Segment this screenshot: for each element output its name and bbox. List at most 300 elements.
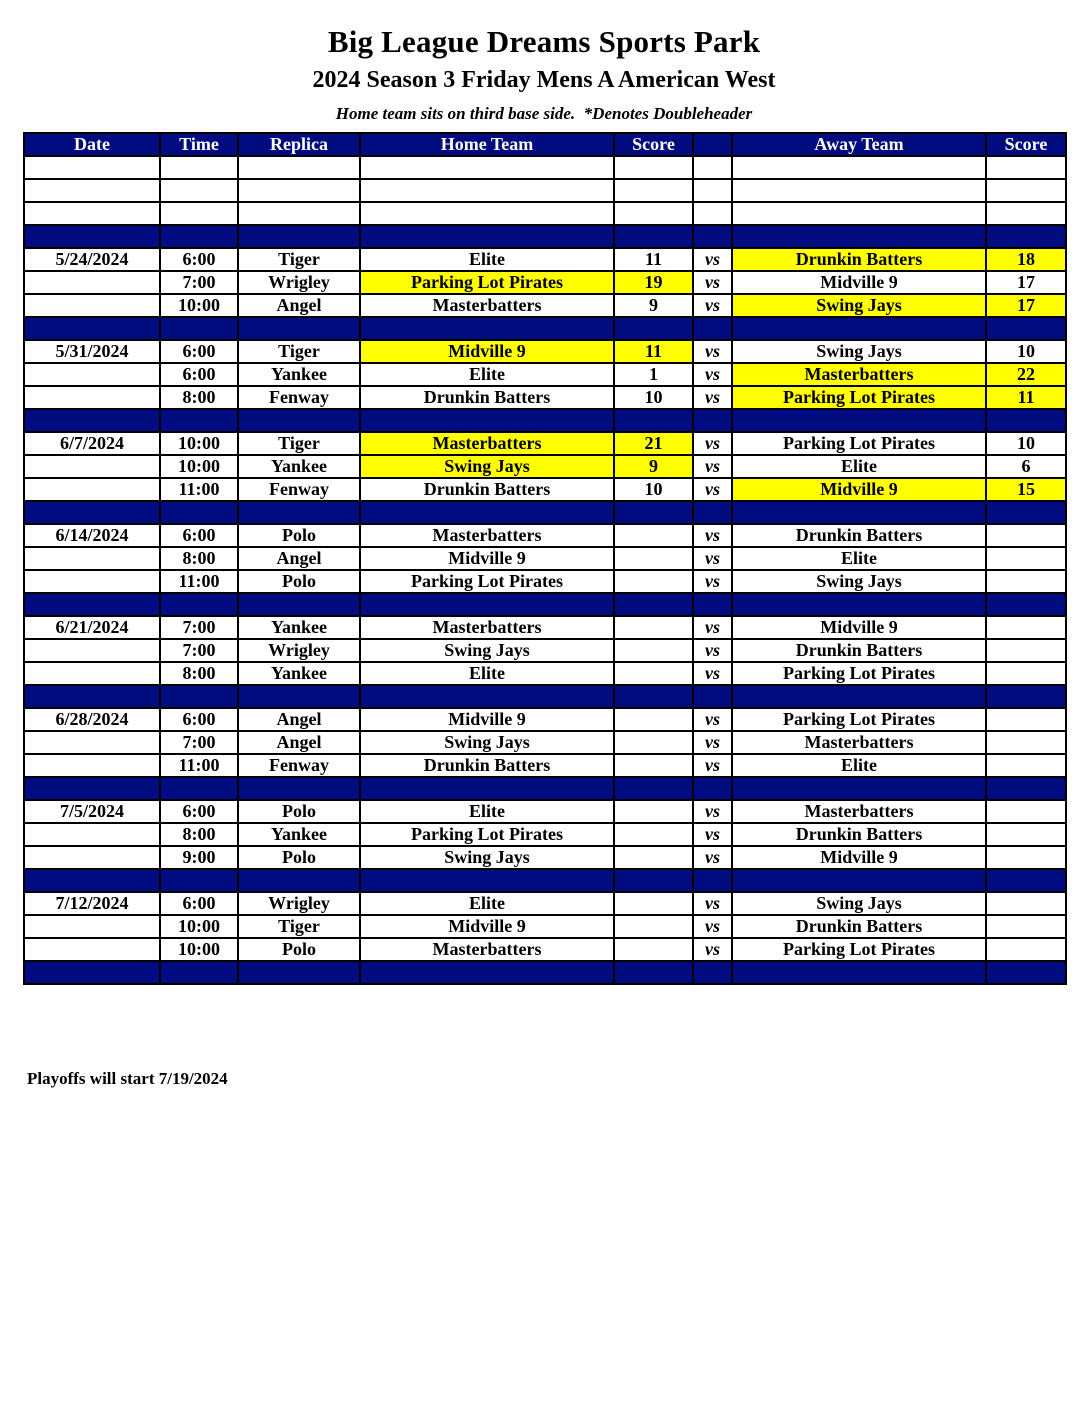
away-team-cell: Drunkin Batters <box>732 639 986 662</box>
away-team-cell <box>732 156 986 179</box>
away-score-cell: 18 <box>986 248 1066 271</box>
vs-cell: vs <box>693 800 732 823</box>
away-score-cell <box>986 225 1066 248</box>
away-team-cell <box>732 225 986 248</box>
game-row <box>24 915 1066 938</box>
vs-cell: vs <box>693 478 732 501</box>
schedule-note: Home team sits on third base side. *Denotes Doubleheader <box>335 104 753 123</box>
vs-cell <box>693 777 732 800</box>
vs-cell: vs <box>693 938 732 961</box>
time-cell: 10:00 <box>160 294 238 317</box>
time-cell <box>160 961 238 984</box>
home-score-cell <box>614 317 693 340</box>
game-row <box>24 455 1066 478</box>
replica-cell <box>238 685 360 708</box>
away-score-cell: 17 <box>986 271 1066 294</box>
away-score-cell <box>986 754 1066 777</box>
home-score-cell <box>614 731 693 754</box>
away-team-cell: Swing Jays <box>732 294 986 317</box>
game-row <box>24 363 1066 386</box>
away-team-cell <box>732 961 986 984</box>
away-score-cell <box>986 869 1066 892</box>
away-score-cell <box>986 156 1066 179</box>
home-score-cell <box>614 409 693 432</box>
vs-cell: vs <box>693 547 732 570</box>
home-score-cell <box>614 547 693 570</box>
home-score-cell: 11 <box>614 248 693 271</box>
away-score-cell <box>986 639 1066 662</box>
week-separator-row <box>24 593 1066 616</box>
time-cell <box>160 409 238 432</box>
home-score-cell <box>614 156 693 179</box>
replica-cell: Wrigley <box>238 892 360 915</box>
date-cell: 6/28/2024 <box>24 708 160 731</box>
home-score-cell <box>614 225 693 248</box>
away-team-cell: Midville 9 <box>732 616 986 639</box>
replica-cell <box>238 156 360 179</box>
replica-cell: Yankee <box>238 363 360 386</box>
away-team-cell: Drunkin Batters <box>732 915 986 938</box>
home-team-cell <box>360 501 614 524</box>
game-row <box>24 478 1066 501</box>
date-cell <box>24 570 160 593</box>
home-score-cell <box>614 892 693 915</box>
home-team-cell <box>360 593 614 616</box>
home-score-cell: 1 <box>614 363 693 386</box>
home-score-cell <box>614 639 693 662</box>
date-cell: 7/5/2024 <box>24 800 160 823</box>
home-team-cell: Swing Jays <box>360 455 614 478</box>
game-row <box>24 708 1066 731</box>
time-cell: 6:00 <box>160 800 238 823</box>
week-separator-row <box>24 409 1066 432</box>
home-team-cell: Swing Jays <box>360 731 614 754</box>
blank-row <box>24 156 1066 179</box>
week-separator-row <box>24 961 1066 984</box>
replica-cell: Polo <box>238 570 360 593</box>
vs-cell <box>693 179 732 202</box>
vs-cell: vs <box>693 846 732 869</box>
home-score-cell: 10 <box>614 386 693 409</box>
date-cell <box>24 961 160 984</box>
home-team-cell: Elite <box>360 800 614 823</box>
home-score-cell <box>614 777 693 800</box>
date-cell: 7/12/2024 <box>24 892 160 915</box>
vs-cell: vs <box>693 570 732 593</box>
date-cell <box>24 662 160 685</box>
time-cell: 10:00 <box>160 432 238 455</box>
away-team-cell: Masterbatters <box>732 363 986 386</box>
date-cell <box>24 869 160 892</box>
blank-row <box>24 179 1066 202</box>
vs-cell: vs <box>693 731 732 754</box>
home-team-cell: Midville 9 <box>360 708 614 731</box>
away-score-cell: 17 <box>986 294 1066 317</box>
game-row <box>24 271 1066 294</box>
away-team-cell <box>732 777 986 800</box>
replica-cell: Yankee <box>238 616 360 639</box>
away-team-cell <box>732 317 986 340</box>
column-header-home-score: Score <box>614 133 693 156</box>
away-score-cell: 11 <box>986 386 1066 409</box>
away-team-cell: Elite <box>732 547 986 570</box>
home-score-cell <box>614 524 693 547</box>
home-team-cell <box>360 961 614 984</box>
time-cell <box>160 593 238 616</box>
game-row <box>24 524 1066 547</box>
away-team-cell <box>732 685 986 708</box>
date-cell <box>24 823 160 846</box>
home-team-cell: Drunkin Batters <box>360 386 614 409</box>
away-score-cell <box>986 179 1066 202</box>
home-score-cell <box>614 915 693 938</box>
time-cell: 8:00 <box>160 547 238 570</box>
home-team-cell <box>360 869 614 892</box>
date-cell <box>24 478 160 501</box>
home-team-cell: Swing Jays <box>360 846 614 869</box>
date-cell <box>24 593 160 616</box>
time-cell: 6:00 <box>160 363 238 386</box>
home-team-cell <box>360 179 614 202</box>
replica-cell: Tiger <box>238 340 360 363</box>
away-score-cell <box>986 685 1066 708</box>
replica-cell: Polo <box>238 800 360 823</box>
table-header-row <box>24 133 1066 156</box>
date-cell <box>24 156 160 179</box>
home-team-cell: Masterbatters <box>360 432 614 455</box>
home-team-cell: Masterbatters <box>360 294 614 317</box>
vs-cell: vs <box>693 616 732 639</box>
home-score-cell <box>614 685 693 708</box>
away-score-cell <box>986 731 1066 754</box>
home-team-cell: Drunkin Batters <box>360 478 614 501</box>
home-team-cell: Masterbatters <box>360 938 614 961</box>
blank-row <box>24 202 1066 225</box>
away-team-cell <box>732 593 986 616</box>
home-score-cell <box>614 593 693 616</box>
vs-cell: vs <box>693 823 732 846</box>
replica-cell: Yankee <box>238 823 360 846</box>
date-cell: 6/14/2024 <box>24 524 160 547</box>
date-cell: 6/7/2024 <box>24 432 160 455</box>
time-cell: 7:00 <box>160 616 238 639</box>
vs-cell <box>693 593 732 616</box>
game-row <box>24 616 1066 639</box>
column-header-home-team: Home Team <box>360 133 614 156</box>
date-cell <box>24 386 160 409</box>
replica-cell <box>238 501 360 524</box>
away-score-cell: 10 <box>986 340 1066 363</box>
away-score-cell <box>986 570 1066 593</box>
date-cell <box>24 685 160 708</box>
away-score-cell <box>986 846 1066 869</box>
game-row <box>24 800 1066 823</box>
vs-cell <box>693 961 732 984</box>
time-cell: 10:00 <box>160 455 238 478</box>
away-score-cell <box>986 915 1066 938</box>
week-separator-row <box>24 501 1066 524</box>
replica-cell: Tiger <box>238 432 360 455</box>
vs-cell <box>693 156 732 179</box>
home-score-cell: 19 <box>614 271 693 294</box>
home-score-cell: 11 <box>614 340 693 363</box>
date-cell <box>24 179 160 202</box>
column-header-away-score: Score <box>986 133 1066 156</box>
home-team-cell: Parking Lot Pirates <box>360 823 614 846</box>
replica-cell: Yankee <box>238 662 360 685</box>
time-cell: 6:00 <box>160 708 238 731</box>
away-team-cell: Drunkin Batters <box>732 248 986 271</box>
away-team-cell: Swing Jays <box>732 892 986 915</box>
away-team-cell: Parking Lot Pirates <box>732 662 986 685</box>
away-team-cell <box>732 501 986 524</box>
time-cell: 7:00 <box>160 639 238 662</box>
vs-cell: vs <box>693 363 732 386</box>
away-team-cell <box>732 869 986 892</box>
home-team-cell <box>360 202 614 225</box>
home-team-cell <box>360 409 614 432</box>
home-team-cell: Midville 9 <box>360 340 614 363</box>
home-team-cell <box>360 685 614 708</box>
time-cell <box>160 156 238 179</box>
game-row <box>24 892 1066 915</box>
time-cell: 10:00 <box>160 915 238 938</box>
game-row <box>24 570 1066 593</box>
column-header-replica: Replica <box>238 133 360 156</box>
vs-cell: vs <box>693 432 732 455</box>
away-team-cell: Swing Jays <box>732 340 986 363</box>
vs-cell <box>693 409 732 432</box>
away-score-cell <box>986 777 1066 800</box>
home-team-cell <box>360 225 614 248</box>
week-separator-row <box>24 225 1066 248</box>
away-score-cell: 22 <box>986 363 1066 386</box>
away-team-cell: Drunkin Batters <box>732 823 986 846</box>
time-cell: 8:00 <box>160 662 238 685</box>
week-separator-row <box>24 317 1066 340</box>
page-subtitle: 2024 Season 3 Friday Mens A American West <box>312 67 776 93</box>
time-cell <box>160 869 238 892</box>
replica-cell <box>238 317 360 340</box>
date-cell <box>24 846 160 869</box>
date-cell <box>24 455 160 478</box>
home-score-cell <box>614 570 693 593</box>
replica-cell <box>238 225 360 248</box>
home-score-cell <box>614 869 693 892</box>
away-team-cell: Parking Lot Pirates <box>732 938 986 961</box>
home-score-cell <box>614 800 693 823</box>
game-row <box>24 731 1066 754</box>
time-cell <box>160 777 238 800</box>
home-team-cell <box>360 777 614 800</box>
home-team-cell: Parking Lot Pirates <box>360 570 614 593</box>
column-header-time: Time <box>160 133 238 156</box>
home-team-cell: Elite <box>360 892 614 915</box>
home-score-cell: 10 <box>614 478 693 501</box>
home-score-cell <box>614 961 693 984</box>
vs-cell: vs <box>693 340 732 363</box>
vs-cell: vs <box>693 271 732 294</box>
date-cell: 6/21/2024 <box>24 616 160 639</box>
home-score-cell <box>614 501 693 524</box>
date-cell <box>24 938 160 961</box>
week-separator-row <box>24 685 1066 708</box>
time-cell <box>160 225 238 248</box>
home-score-cell <box>614 616 693 639</box>
game-row <box>24 823 1066 846</box>
column-header-date: Date <box>24 133 160 156</box>
replica-cell <box>238 202 360 225</box>
time-cell: 11:00 <box>160 570 238 593</box>
time-cell <box>160 179 238 202</box>
replica-cell: Fenway <box>238 478 360 501</box>
date-cell <box>24 294 160 317</box>
away-team-cell: Swing Jays <box>732 570 986 593</box>
away-team-cell <box>732 409 986 432</box>
playoffs-note: Playoffs will start 7/19/2024 <box>27 1069 228 1088</box>
away-team-cell: Masterbatters <box>732 731 986 754</box>
replica-cell: Fenway <box>238 754 360 777</box>
time-cell: 7:00 <box>160 731 238 754</box>
away-score-cell <box>986 593 1066 616</box>
column-header-vs <box>693 133 732 156</box>
away-score-cell: 6 <box>986 455 1066 478</box>
home-team-cell: Masterbatters <box>360 616 614 639</box>
time-cell: 6:00 <box>160 340 238 363</box>
replica-cell <box>238 409 360 432</box>
date-cell <box>24 202 160 225</box>
game-row <box>24 340 1066 363</box>
game-row <box>24 547 1066 570</box>
date-cell <box>24 363 160 386</box>
time-cell: 6:00 <box>160 524 238 547</box>
away-team-cell: Elite <box>732 754 986 777</box>
game-row <box>24 662 1066 685</box>
away-team-cell: Elite <box>732 455 986 478</box>
replica-cell: Fenway <box>238 386 360 409</box>
time-cell <box>160 202 238 225</box>
time-cell: 11:00 <box>160 478 238 501</box>
replica-cell <box>238 777 360 800</box>
date-cell <box>24 754 160 777</box>
away-team-cell: Parking Lot Pirates <box>732 386 986 409</box>
home-team-cell: Elite <box>360 662 614 685</box>
date-cell: 5/31/2024 <box>24 340 160 363</box>
away-team-cell: Midville 9 <box>732 271 986 294</box>
date-cell <box>24 639 160 662</box>
time-cell <box>160 317 238 340</box>
vs-cell: vs <box>693 754 732 777</box>
time-cell: 8:00 <box>160 386 238 409</box>
vs-cell: vs <box>693 662 732 685</box>
time-cell <box>160 501 238 524</box>
home-score-cell <box>614 823 693 846</box>
home-score-cell <box>614 179 693 202</box>
date-cell: 5/24/2024 <box>24 248 160 271</box>
home-team-cell: Elite <box>360 363 614 386</box>
replica-cell: Angel <box>238 547 360 570</box>
away-score-cell <box>986 501 1066 524</box>
vs-cell: vs <box>693 708 732 731</box>
away-score-cell <box>986 616 1066 639</box>
away-team-cell: Masterbatters <box>732 800 986 823</box>
away-score-cell <box>986 547 1066 570</box>
game-row <box>24 248 1066 271</box>
away-score-cell <box>986 938 1066 961</box>
column-header-away-team: Away Team <box>732 133 986 156</box>
time-cell: 7:00 <box>160 271 238 294</box>
schedule-body <box>24 156 1066 984</box>
time-cell: 9:00 <box>160 846 238 869</box>
time-cell: 10:00 <box>160 938 238 961</box>
replica-cell <box>238 593 360 616</box>
replica-cell: Angel <box>238 731 360 754</box>
game-row <box>24 386 1066 409</box>
replica-cell: Polo <box>238 524 360 547</box>
away-score-cell <box>986 662 1066 685</box>
time-cell: 8:00 <box>160 823 238 846</box>
away-team-cell <box>732 202 986 225</box>
away-team-cell: Drunkin Batters <box>732 524 986 547</box>
replica-cell: Polo <box>238 938 360 961</box>
replica-cell <box>238 869 360 892</box>
away-score-cell <box>986 800 1066 823</box>
vs-cell <box>693 317 732 340</box>
away-team-cell: Parking Lot Pirates <box>732 708 986 731</box>
vs-cell: vs <box>693 915 732 938</box>
away-team-cell: Parking Lot Pirates <box>732 432 986 455</box>
vs-cell: vs <box>693 294 732 317</box>
away-score-cell <box>986 317 1066 340</box>
time-cell: 6:00 <box>160 248 238 271</box>
replica-cell <box>238 961 360 984</box>
game-row <box>24 639 1066 662</box>
replica-cell: Yankee <box>238 455 360 478</box>
week-separator-row <box>24 777 1066 800</box>
replica-cell: Angel <box>238 708 360 731</box>
game-row <box>24 938 1066 961</box>
home-team-cell: Parking Lot Pirates <box>360 271 614 294</box>
vs-cell: vs <box>693 524 732 547</box>
away-score-cell <box>986 409 1066 432</box>
vs-cell: vs <box>693 386 732 409</box>
home-team-cell: Midville 9 <box>360 915 614 938</box>
home-score-cell: 9 <box>614 294 693 317</box>
page-title: Big League Dreams Sports Park <box>327 24 761 59</box>
date-cell <box>24 915 160 938</box>
home-score-cell <box>614 708 693 731</box>
home-team-cell: Drunkin Batters <box>360 754 614 777</box>
home-score-cell <box>614 202 693 225</box>
time-cell: 11:00 <box>160 754 238 777</box>
vs-cell <box>693 501 732 524</box>
date-cell <box>24 225 160 248</box>
game-row <box>24 294 1066 317</box>
vs-cell: vs <box>693 248 732 271</box>
away-score-cell <box>986 708 1066 731</box>
home-team-cell <box>360 317 614 340</box>
week-separator-row <box>24 869 1066 892</box>
time-cell <box>160 685 238 708</box>
vs-cell: vs <box>693 455 732 478</box>
away-team-cell <box>732 179 986 202</box>
away-score-cell <box>986 823 1066 846</box>
vs-cell: vs <box>693 892 732 915</box>
away-score-cell <box>986 202 1066 225</box>
date-cell <box>24 501 160 524</box>
vs-cell <box>693 202 732 225</box>
replica-cell: Wrigley <box>238 639 360 662</box>
